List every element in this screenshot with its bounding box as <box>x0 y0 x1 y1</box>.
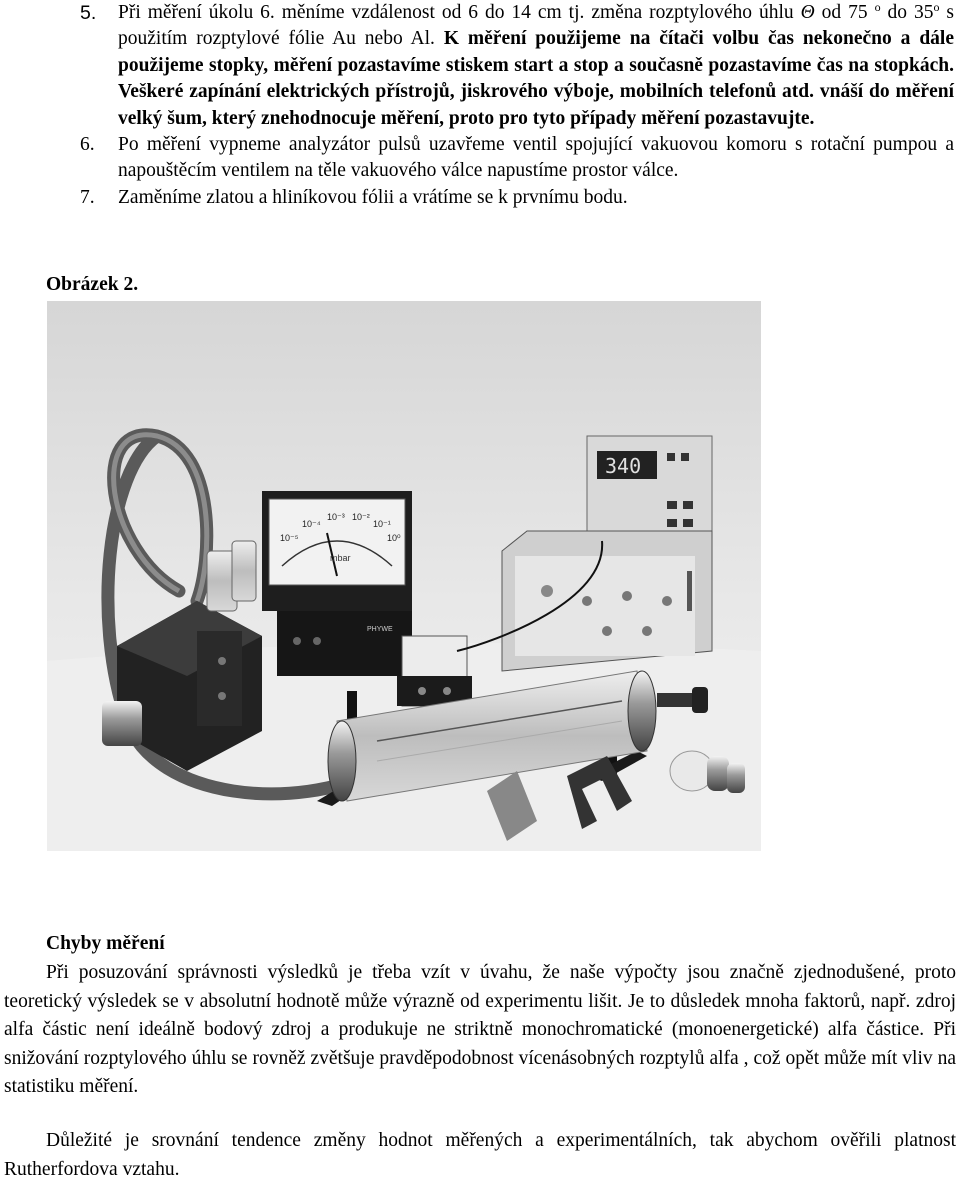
meter-tick: 10⁻⁵ <box>280 533 299 543</box>
errors-paragraph-2: Důležité je srovnání tendence změny hodnot měřených a experimentálních, tak abychom ověřili platnost Rutherfordova vztahu. <box>4 1130 956 1180</box>
meter-tick: 10⁻² <box>352 512 370 522</box>
apparatus-photo <box>47 301 761 851</box>
list-number: 5. <box>80 2 97 24</box>
meter-unit: mbar <box>330 553 351 563</box>
section-heading: Chyby měření <box>46 933 165 954</box>
meter-tick: 10⁻⁴ <box>302 519 321 529</box>
errors-paragraph-1: Při posuzování správnosti výsledků je třeba vzít v úvahu, že naše výpočty jsou značně zjednodušené, proto teoretický výsledek se v absolutní hodnotě může výrazně od experimentu lišit. Je to důsledek mnoha faktorů, např. zdroj alfa částic není ideálně bodový zdroj a produkuje ne striktně monochromatické (monoenergetické) alfa částice. Při snižování rozptylového úhlu se rovněž zvětšuje pravděpodobnost vícenásobných rozptylů alfa , což opět může mít vliv na statistiku měření. <box>4 962 956 1098</box>
item6-text: Po měření vypneme analyzátor pulsů uzavřeme ventil spojující vakuovou komoru s rotační pumpou a napouštěcím ventilem na těle vakuového válce napustíme prostor válce. <box>118 134 954 182</box>
list-item-7 <box>0 185 960 211</box>
item5-bold-text: K měření použijeme na čítači volbu čas nekonečno a dále použijeme stopky, měření pozastavíme stiskem start a stop a současně pozastavíme čas na stopkách. Veškeré zapínání elektrických přístrojů, jiskrového výboje, mobilních telefonů atd. vnáší do měření velký šum, který znehodnocuje měření, proto pro tyto případy měření pozastavujte. <box>118 28 954 129</box>
theta-symbol: Θ <box>800 2 815 23</box>
meter-tick: 10⁰ <box>387 533 401 543</box>
figure-caption: Obrázek 2. <box>46 274 139 295</box>
pressure-gauge <box>262 491 412 676</box>
procedure-list <box>0 0 960 211</box>
degree-sign: o <box>874 0 881 14</box>
pulse-analyzer <box>502 531 712 671</box>
meter-tick: 10⁻³ <box>327 512 345 522</box>
degree-sign: o <box>933 0 940 14</box>
item5-text: Při měření úkolu 6. měníme vzdálenost od 6 do 14 cm tj. změna rozptylového úhlu Θ od 75 $^o$ do 35$^o$ s použitím rozptylové fólie Au nebo Al. K měření použijeme na čítači volbu čas nekonečno a dále použijeme stopky, měření pozastavíme stiskem start a stop a současně pozastavíme čas na stopkách. Veškeré zapínání elektrických přístrojů, jiskrového výboje, mobilních telefonů atd. vnáší do měření velký šum, který znehodnocuje měření, proto pro tyto případy měření pozastavujte. <box>118 0 955 129</box>
brand-label: PHYWE <box>367 626 393 633</box>
list-number: 7. <box>80 186 95 208</box>
preamplifier-box <box>397 636 472 706</box>
list-item-5 <box>0 0 960 132</box>
list-item-6 <box>0 132 960 185</box>
list-number: 6. <box>80 134 95 156</box>
counter-readout: 340 <box>605 454 642 478</box>
item7-text: Zaměníme zlatou a hliníkovou fólii a vrátíme se k prvnímu bodu. <box>118 186 628 208</box>
meter-tick: 10⁻¹ <box>373 519 391 529</box>
apparatus-illustration <box>47 301 761 851</box>
